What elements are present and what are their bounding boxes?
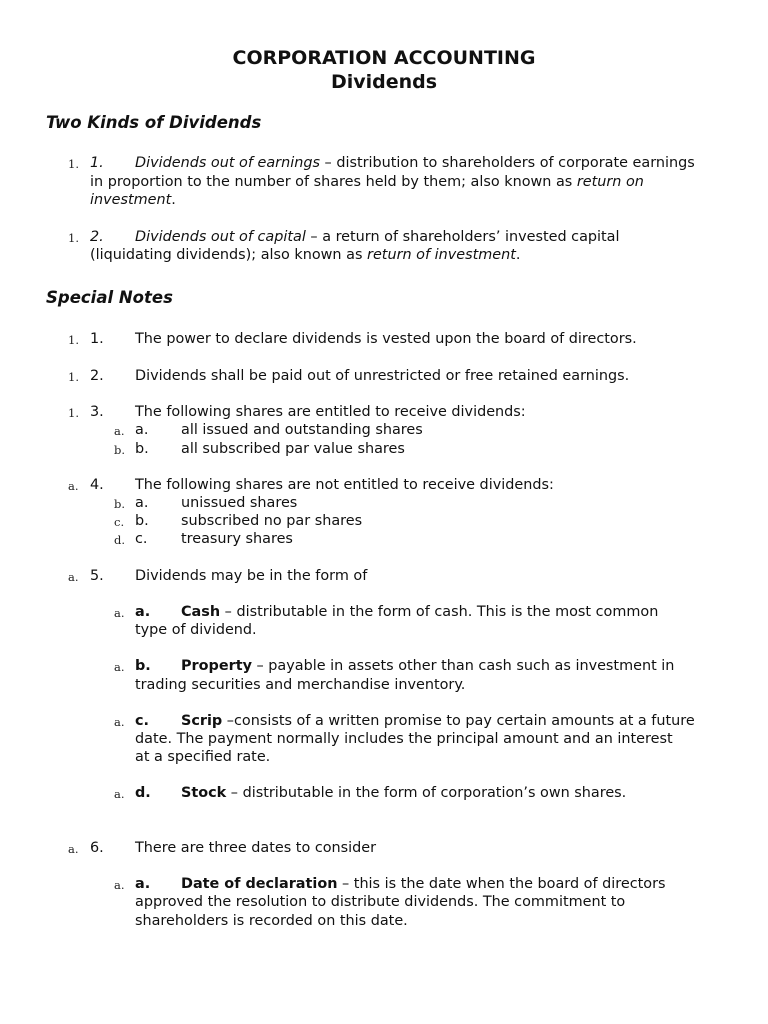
dividend-form-line: Scrip –consists of a written promise to pay certain amounts at a future xyxy=(181,713,695,729)
dividend-form-line: trading securities and merchandise inventory. xyxy=(135,677,466,693)
note-number: 1. xyxy=(90,331,104,347)
list-marker: a. xyxy=(114,787,125,801)
list-marker: a. xyxy=(114,606,125,620)
note-text: Dividends may be in the form of xyxy=(135,568,368,584)
sub-text: all subscribed par value shares xyxy=(181,441,405,457)
dividend-form-line: date. The payment normally includes the principal amount and an interest xyxy=(135,731,673,747)
note-text: The following shares are entitled to receive dividends: xyxy=(135,404,526,420)
dividend-form-line: Stock – distributable in the form of corporation’s own shares. xyxy=(181,785,627,801)
item-term: Dividends out of capital xyxy=(135,229,306,245)
list-marker: 1. xyxy=(68,231,79,245)
sub-text: unissued shares xyxy=(181,495,298,511)
note-text: Dividends shall be paid out of unrestricted or free retained earnings. xyxy=(135,368,630,384)
item-term: Dividends out of earnings xyxy=(135,155,320,171)
item-line: in proportion to the number of shares held by them; also known as return on xyxy=(90,174,644,190)
dividend-form-line: Cash – distributable in the form of cash. This is the most common xyxy=(181,604,659,620)
sub-text: all issued and outstanding shares xyxy=(181,422,423,438)
list-marker: a. xyxy=(68,842,79,856)
sub-letter: b. xyxy=(135,658,151,674)
date-line: shareholders is recorded on this date. xyxy=(135,913,408,929)
note-number: 6. xyxy=(90,840,104,856)
list-marker: d. xyxy=(114,533,126,547)
list-marker: a. xyxy=(114,715,125,729)
item-line: investment. xyxy=(90,192,176,208)
list-marker: b. xyxy=(114,497,126,511)
dividend-form-term: Property xyxy=(181,658,252,674)
document-title: CORPORATION ACCOUNTING xyxy=(232,47,536,69)
sub-letter: a. xyxy=(135,495,149,511)
list-marker: 1. xyxy=(68,370,79,384)
document-subtitle: Dividends xyxy=(330,71,438,93)
item-number: 1. xyxy=(90,155,104,171)
sub-text: subscribed no par shares xyxy=(181,513,363,529)
sub-letter: a. xyxy=(135,422,149,438)
sub-letter: b. xyxy=(135,513,149,529)
item-number: 2. xyxy=(90,229,104,245)
note-number: 4. xyxy=(90,477,104,493)
list-marker: a. xyxy=(114,878,125,892)
date-term: Date of declaration xyxy=(181,876,338,892)
item-line: Dividends out of earnings – distribution to shareholders of corporate earnings xyxy=(135,155,695,171)
list-marker: c. xyxy=(114,515,125,529)
item-line: Dividends out of capital – a return of shareholders’ invested capital xyxy=(135,229,620,245)
date-line: approved the resolution to distribute dividends. The commitment to xyxy=(135,894,626,910)
note-text: The power to declare dividends is vested upon the board of directors. xyxy=(135,331,637,347)
note-text: The following shares are not entitled to receive dividends: xyxy=(135,477,554,493)
section-heading-two-kinds: Two Kinds of Dividends xyxy=(46,113,262,132)
list-marker: a. xyxy=(68,479,79,493)
sub-text: treasury shares xyxy=(181,531,293,547)
note-number: 5. xyxy=(90,568,104,584)
note-number: 3. xyxy=(90,404,104,420)
sub-letter: c. xyxy=(135,531,148,547)
dividend-form-term: Cash xyxy=(181,604,221,620)
sub-letter: b. xyxy=(135,441,149,457)
note-number: 2. xyxy=(90,368,104,384)
dividend-form-term: Stock xyxy=(181,785,227,801)
list-marker: 1. xyxy=(68,406,79,420)
note-text: There are three dates to consider xyxy=(135,840,377,856)
dividend-form-line: Property – payable in assets other than cash such as investment in xyxy=(181,658,675,674)
list-marker: a. xyxy=(114,424,125,438)
list-marker: a. xyxy=(114,660,125,674)
sub-letter: d. xyxy=(135,785,151,801)
sub-letter: a. xyxy=(135,876,151,892)
list-marker: a. xyxy=(68,570,79,584)
section-heading-special-notes: Special Notes xyxy=(46,288,173,307)
date-line: Date of declaration – this is the date when the board of directors xyxy=(181,876,666,892)
sub-letter: c. xyxy=(135,713,149,729)
dividend-form-term: Scrip xyxy=(181,713,223,729)
dividend-form-line: at a specified rate. xyxy=(135,749,271,765)
sub-letter: a. xyxy=(135,604,151,620)
list-marker: 1. xyxy=(68,333,79,347)
list-marker: 1. xyxy=(68,157,79,171)
dividend-form-line: type of dividend. xyxy=(135,622,257,638)
list-marker: b. xyxy=(114,443,126,457)
item-line: (liquidating dividends); also known as return of investment. xyxy=(90,247,521,263)
